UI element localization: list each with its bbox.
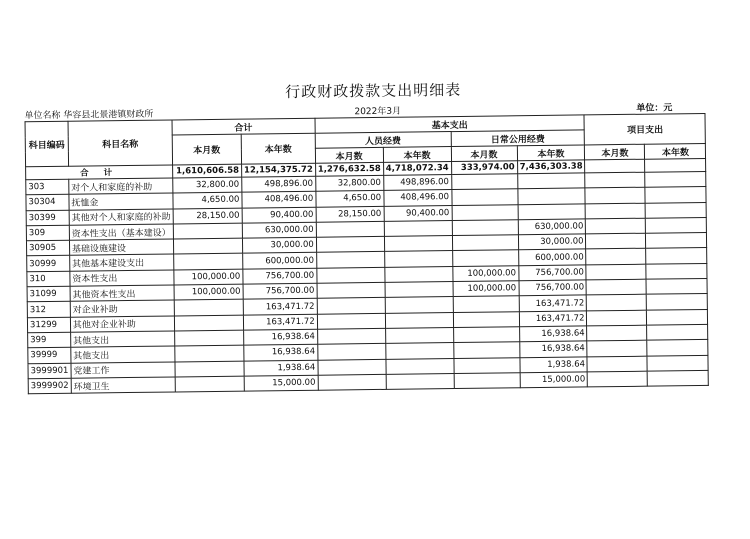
value-cell: [585, 172, 645, 188]
subject-name: 对个人和家庭的补助: [69, 178, 173, 195]
value-cell: 163,471.72: [519, 311, 587, 327]
value-cell: 408,496.00: [242, 192, 316, 208]
value-cell: 756,700.00: [519, 280, 587, 296]
value-cell: 1,938.64: [244, 360, 318, 376]
value-cell: [385, 328, 453, 344]
subject-code: 3999902: [28, 378, 71, 394]
value-cell: 1,276,632.58: [315, 162, 383, 176]
value-cell: [174, 254, 243, 270]
value-cell: [517, 188, 585, 204]
value-cell: [317, 282, 385, 298]
value-cell: 32,800.00: [315, 175, 383, 191]
value-cell: [587, 356, 647, 372]
value-cell: [454, 357, 520, 373]
subject-code: 303: [26, 179, 69, 195]
value-cell: 600,000.00: [518, 249, 586, 265]
document-title: 行政财政拨款支出明细表: [285, 80, 462, 102]
subject-code: 30905: [26, 240, 69, 256]
value-cell: [645, 158, 706, 172]
subject-name: 其他对个人和家庭的补助: [69, 209, 173, 226]
header-code: 科目编码: [25, 121, 68, 167]
value-cell: 100,000.00: [452, 266, 518, 282]
value-cell: [385, 297, 453, 313]
total-label: 合 计: [26, 165, 173, 180]
header-project: 项目支出: [584, 113, 705, 144]
header-name: 科目名称: [68, 120, 173, 166]
header-basic: 基本支出: [315, 115, 585, 133]
subject-code: 30304: [26, 195, 69, 211]
subject-name: 党建工作: [71, 362, 175, 379]
value-cell: 4,718,072.34: [383, 162, 451, 176]
value-cell: [451, 174, 517, 190]
value-cell: [175, 376, 244, 392]
value-cell: 630,000.00: [518, 219, 586, 235]
value-cell: 408,496.00: [384, 190, 452, 206]
value-cell: 15,000.00: [520, 372, 588, 388]
value-cell: [316, 237, 384, 253]
value-cell: [317, 267, 385, 283]
report-date: 2022年3月: [354, 106, 402, 118]
value-cell: 100,000.00: [174, 269, 243, 285]
value-cell: 600,000.00: [243, 253, 317, 269]
subject-name: 其他支出: [70, 331, 174, 348]
subject-name: 其他资本性支出: [70, 285, 174, 302]
value-cell: [585, 187, 645, 203]
value-cell: 16,938.64: [243, 329, 317, 345]
value-cell: [645, 187, 706, 203]
value-cell: [588, 371, 648, 387]
value-cell: 16,938.64: [244, 344, 318, 360]
value-cell: [386, 373, 454, 389]
value-cell: 498,896.00: [383, 175, 451, 191]
value-cell: 163,471.72: [243, 314, 317, 330]
value-cell: 163,471.72: [519, 295, 587, 311]
subject-name: 资本性支出（基本建设）: [69, 224, 173, 241]
value-cell: [586, 218, 646, 234]
value-cell: [453, 311, 519, 327]
header-project-month: 本月数: [585, 144, 645, 160]
value-cell: 90,400.00: [242, 207, 316, 223]
value-cell: [174, 330, 243, 346]
header-project-year: 本年数: [645, 143, 706, 159]
organization-name: 单位名称 华容县北景港镇财政所: [24, 109, 154, 122]
value-cell: 163,471.72: [243, 299, 317, 315]
value-cell: 4,650.00: [316, 191, 384, 207]
value-cell: [586, 249, 646, 265]
value-cell: [517, 173, 585, 189]
value-cell: [317, 328, 385, 344]
value-cell: 30,000.00: [518, 234, 586, 250]
value-cell: 630,000.00: [242, 222, 316, 238]
subject-code: 39999: [28, 347, 71, 363]
subject-name: 对企业补助: [70, 300, 174, 317]
value-cell: [586, 279, 646, 295]
value-cell: [587, 340, 647, 356]
value-cell: 90,400.00: [384, 205, 452, 221]
value-cell: 100,000.00: [453, 281, 519, 297]
value-cell: [647, 340, 708, 356]
value-cell: 28,150.00: [316, 206, 384, 222]
value-cell: [646, 263, 707, 279]
header-personnel-year: 本年数: [383, 147, 451, 163]
header-personnel-month: 本月数: [315, 147, 383, 163]
value-cell: [587, 325, 647, 341]
value-cell: [385, 343, 453, 359]
header-daily-month: 本月数: [451, 146, 517, 162]
value-cell: 756,700.00: [518, 265, 586, 281]
value-cell: [384, 236, 452, 252]
header-daily-year: 本年数: [517, 145, 585, 161]
value-cell: [174, 315, 243, 331]
expenditure-table: [25, 113, 710, 394]
value-cell: [453, 296, 519, 312]
value-cell: [452, 204, 518, 220]
value-cell: [318, 359, 386, 375]
subject-name: 资本性支出: [70, 270, 174, 287]
value-cell: [648, 370, 709, 386]
header-total-month: 本月数: [172, 134, 241, 165]
value-cell: [316, 252, 384, 268]
value-cell: 498,896.00: [242, 176, 316, 192]
value-cell: [173, 223, 242, 239]
value-cell: [645, 171, 706, 187]
subject-code: 399: [28, 332, 71, 348]
value-cell: [646, 248, 707, 264]
subject-code: 309: [26, 225, 69, 241]
header-total-year: 本年数: [241, 133, 315, 164]
value-cell: [454, 373, 520, 389]
value-cell: [452, 220, 518, 236]
value-cell: [385, 312, 453, 328]
value-cell: 32,800.00: [173, 177, 242, 193]
value-cell: [518, 204, 586, 220]
value-cell: [174, 299, 243, 315]
subject-name: 基础设施建设: [69, 239, 173, 256]
value-cell: [453, 327, 519, 343]
header-daily: 日常公用经费: [451, 130, 585, 147]
value-cell: 1,610,606.58: [172, 164, 241, 178]
value-cell: 28,150.00: [173, 208, 242, 224]
subject-code: 30999: [27, 256, 70, 272]
value-cell: [384, 220, 452, 236]
value-cell: [384, 251, 452, 267]
value-cell: [384, 266, 452, 282]
value-cell: [647, 355, 708, 371]
currency-unit: 单位：元: [636, 103, 673, 114]
value-cell: [587, 295, 647, 311]
value-cell: [646, 202, 707, 218]
value-cell: [453, 342, 519, 358]
value-cell: [585, 159, 645, 173]
subject-name: 抚恤金: [69, 193, 173, 210]
value-cell: [386, 358, 454, 374]
value-cell: 30,000.00: [242, 237, 316, 253]
value-cell: [385, 282, 453, 298]
value-cell: 1,938.64: [520, 356, 588, 372]
header-personnel: 人员经费: [315, 132, 451, 149]
value-cell: [586, 264, 646, 280]
value-cell: [647, 309, 708, 325]
subject-name: 其他支出: [71, 346, 175, 363]
subject-name: 其他基本建设支出: [70, 254, 174, 271]
value-cell: [646, 233, 707, 249]
value-cell: [647, 294, 708, 310]
value-cell: [646, 217, 707, 233]
subject-name: 环境卫生: [71, 377, 175, 394]
value-cell: [451, 189, 517, 205]
value-cell: [646, 279, 707, 295]
value-cell: [318, 374, 386, 390]
value-cell: [452, 250, 518, 266]
subject-code: 30399: [26, 210, 69, 226]
value-cell: 4,650.00: [173, 192, 242, 208]
value-cell: [587, 310, 647, 326]
subject-code: 312: [27, 302, 70, 318]
value-cell: 7,436,303.38: [517, 160, 585, 174]
value-cell: 333,974.00: [451, 161, 517, 175]
value-cell: [317, 298, 385, 314]
value-cell: 12,154,375.72: [241, 163, 315, 177]
value-cell: 756,700.00: [243, 283, 317, 299]
subject-code: 31099: [27, 286, 70, 302]
value-cell: [175, 361, 244, 377]
subject-code: 31299: [27, 317, 70, 333]
value-cell: [452, 235, 518, 251]
subject-code: 3999901: [28, 363, 71, 379]
value-cell: [175, 345, 244, 361]
value-cell: [316, 221, 384, 237]
value-cell: 756,700.00: [243, 268, 317, 284]
value-cell: 16,938.64: [519, 341, 587, 357]
subject-name: 其他对企业补助: [70, 316, 174, 333]
value-cell: 15,000.00: [244, 375, 318, 391]
header-total: 合计: [172, 118, 315, 135]
value-cell: [586, 203, 646, 219]
value-cell: [173, 238, 242, 254]
value-cell: 16,938.64: [519, 326, 587, 342]
value-cell: [647, 324, 708, 340]
value-cell: [317, 344, 385, 360]
value-cell: [586, 233, 646, 249]
subject-code: 310: [27, 271, 70, 287]
value-cell: 100,000.00: [174, 284, 243, 300]
value-cell: [317, 313, 385, 329]
